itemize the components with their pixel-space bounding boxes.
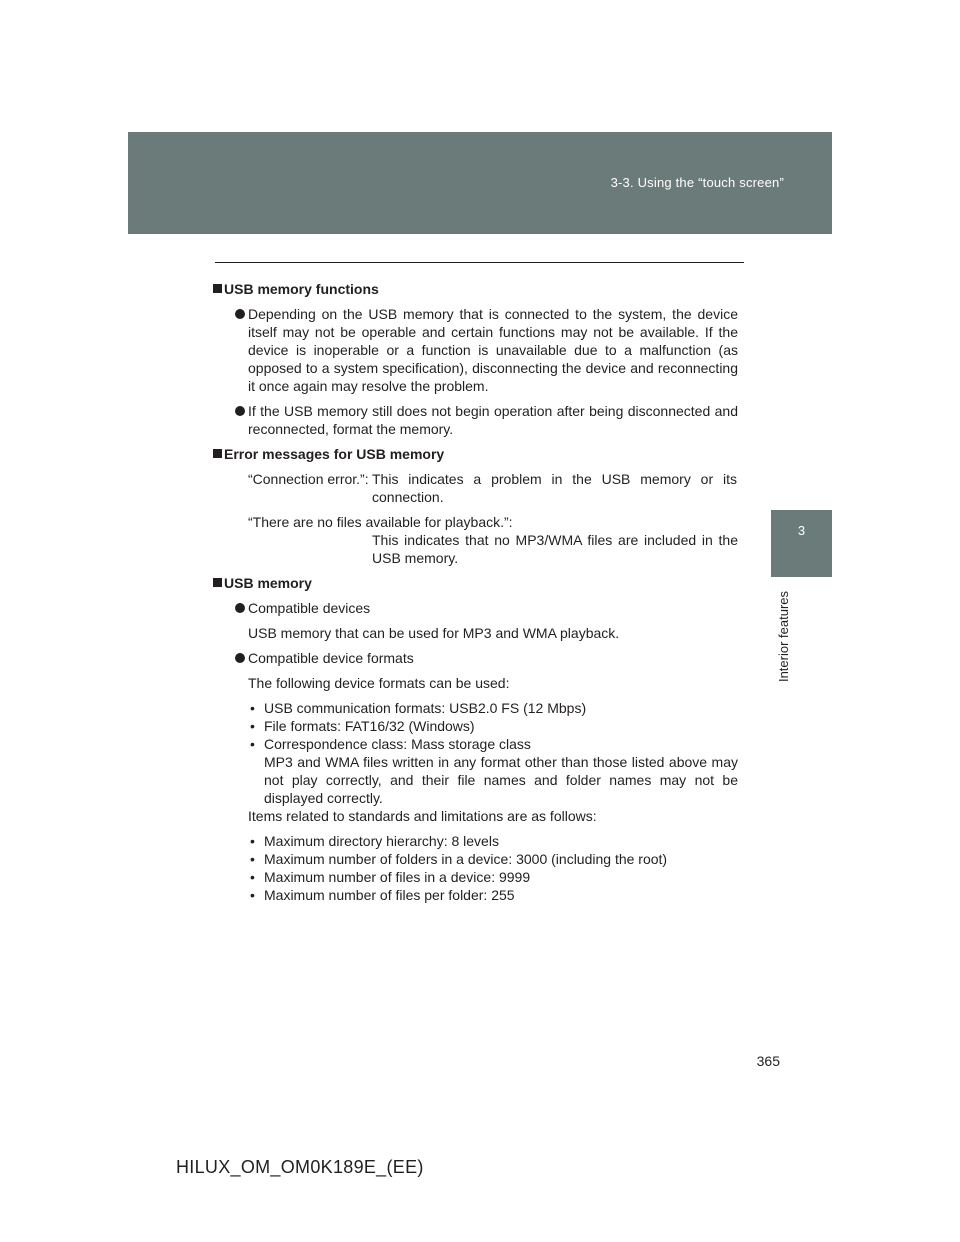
round-bullet-icon [235, 603, 245, 613]
error-messages-heading [212, 445, 738, 463]
list-item: • Correspondence class: Mass storage class [250, 736, 531, 752]
square-bullet-icon [213, 449, 222, 458]
list-item-text: File formats: FAT16/32 (Windows) [264, 718, 475, 734]
list-item: • Maximum number of files per folder: 255 [250, 887, 515, 903]
bullet-item [212, 649, 738, 667]
header-band [128, 132, 832, 234]
list-item: • Maximum directory hierarchy: 8 levels [250, 833, 499, 849]
error-description: This indicates that no MP3/WMA files are included in the USB memory. [372, 532, 738, 566]
bullet-text: Compatible device formats [248, 650, 414, 666]
bullet-text: Depending on the USB memory that is connected to the system, the device itself may not be operable and certain functions may not be available. If the device is inoperable or a function is unavailable due to a malfunction (as opposed to a system specification), disconnecting the device and reconnecting it once again may resolve the problem. [248, 306, 738, 394]
round-bullet-icon [235, 406, 245, 416]
error-message: “There are no files available for playback.”: [248, 514, 513, 530]
square-bullet-icon [213, 578, 222, 587]
bullet-text: Compatible devices [248, 600, 371, 616]
page-number: 365 [756, 1053, 780, 1069]
top-rule [215, 262, 744, 263]
limits-list [212, 832, 738, 904]
list-item-text: Maximum number of files per folder: 255 [264, 887, 515, 903]
heading-text: Error messages for USB memory [224, 446, 445, 462]
page-content [212, 280, 738, 904]
bullet-item [212, 402, 738, 438]
chapter-label-box [762, 582, 804, 692]
heading-text: USB memory [224, 575, 312, 591]
bullet-item [212, 599, 738, 617]
paragraph: Items related to standards and limitations are as follows: [248, 808, 597, 824]
error-message-item [212, 513, 738, 567]
list-item-text: Maximum directory hierarchy: 8 levels [264, 833, 499, 849]
bullet-item [212, 305, 738, 395]
chapter-tab [771, 510, 832, 577]
square-bullet-icon [213, 284, 222, 293]
list-item: • Maximum number of files in a device: 9999 [250, 869, 531, 885]
list-item: • File formats: FAT16/32 (Windows) [250, 718, 475, 734]
document-code: HILUX_OM_OM0K189E_(EE) [176, 1157, 424, 1177]
error-message-item [212, 470, 738, 506]
heading-text: USB memory functions [224, 281, 379, 297]
round-bullet-icon [235, 309, 245, 319]
list-item: • USB communication formats: USB2.0 FS (12 Mbps) [250, 700, 587, 716]
section-title: 3-3. Using the “touch screen” [610, 175, 784, 190]
usb-functions-heading [212, 280, 738, 298]
usb-memory-heading [212, 574, 738, 592]
error-description: This indicates a problem in the USB memory or its connection. [372, 471, 737, 505]
bullet-text: If the USB memory still does not begin operation after being disconnected and reconnected, format the memory. [248, 403, 738, 437]
paragraph: The following device formats can be used: [248, 675, 510, 691]
round-bullet-icon [235, 653, 245, 663]
format-note: MP3 and WMA files written in any format other than those listed above may not play correctly, and their file names and folder names may not be displayed correctly. [264, 754, 738, 806]
format-list [212, 699, 738, 807]
chapter-label: Interior features [775, 591, 791, 683]
list-item-text: Maximum number of folders in a device: 3000 (including the root) [264, 851, 668, 867]
list-item: • Maximum number of folders in a device: 3000 (including the root) [250, 851, 668, 867]
chapter-number: 3 [797, 523, 806, 538]
list-item-text: Correspondence class: Mass storage class [264, 736, 531, 752]
error-message: “Connection error.”: [248, 471, 369, 487]
paragraph: USB memory that can be used for MP3 and WMA playback. [248, 625, 620, 641]
list-item-text: USB communication formats: USB2.0 FS (12 Mbps) [264, 700, 587, 716]
list-item-text: Maximum number of files in a device: 9999 [264, 869, 531, 885]
